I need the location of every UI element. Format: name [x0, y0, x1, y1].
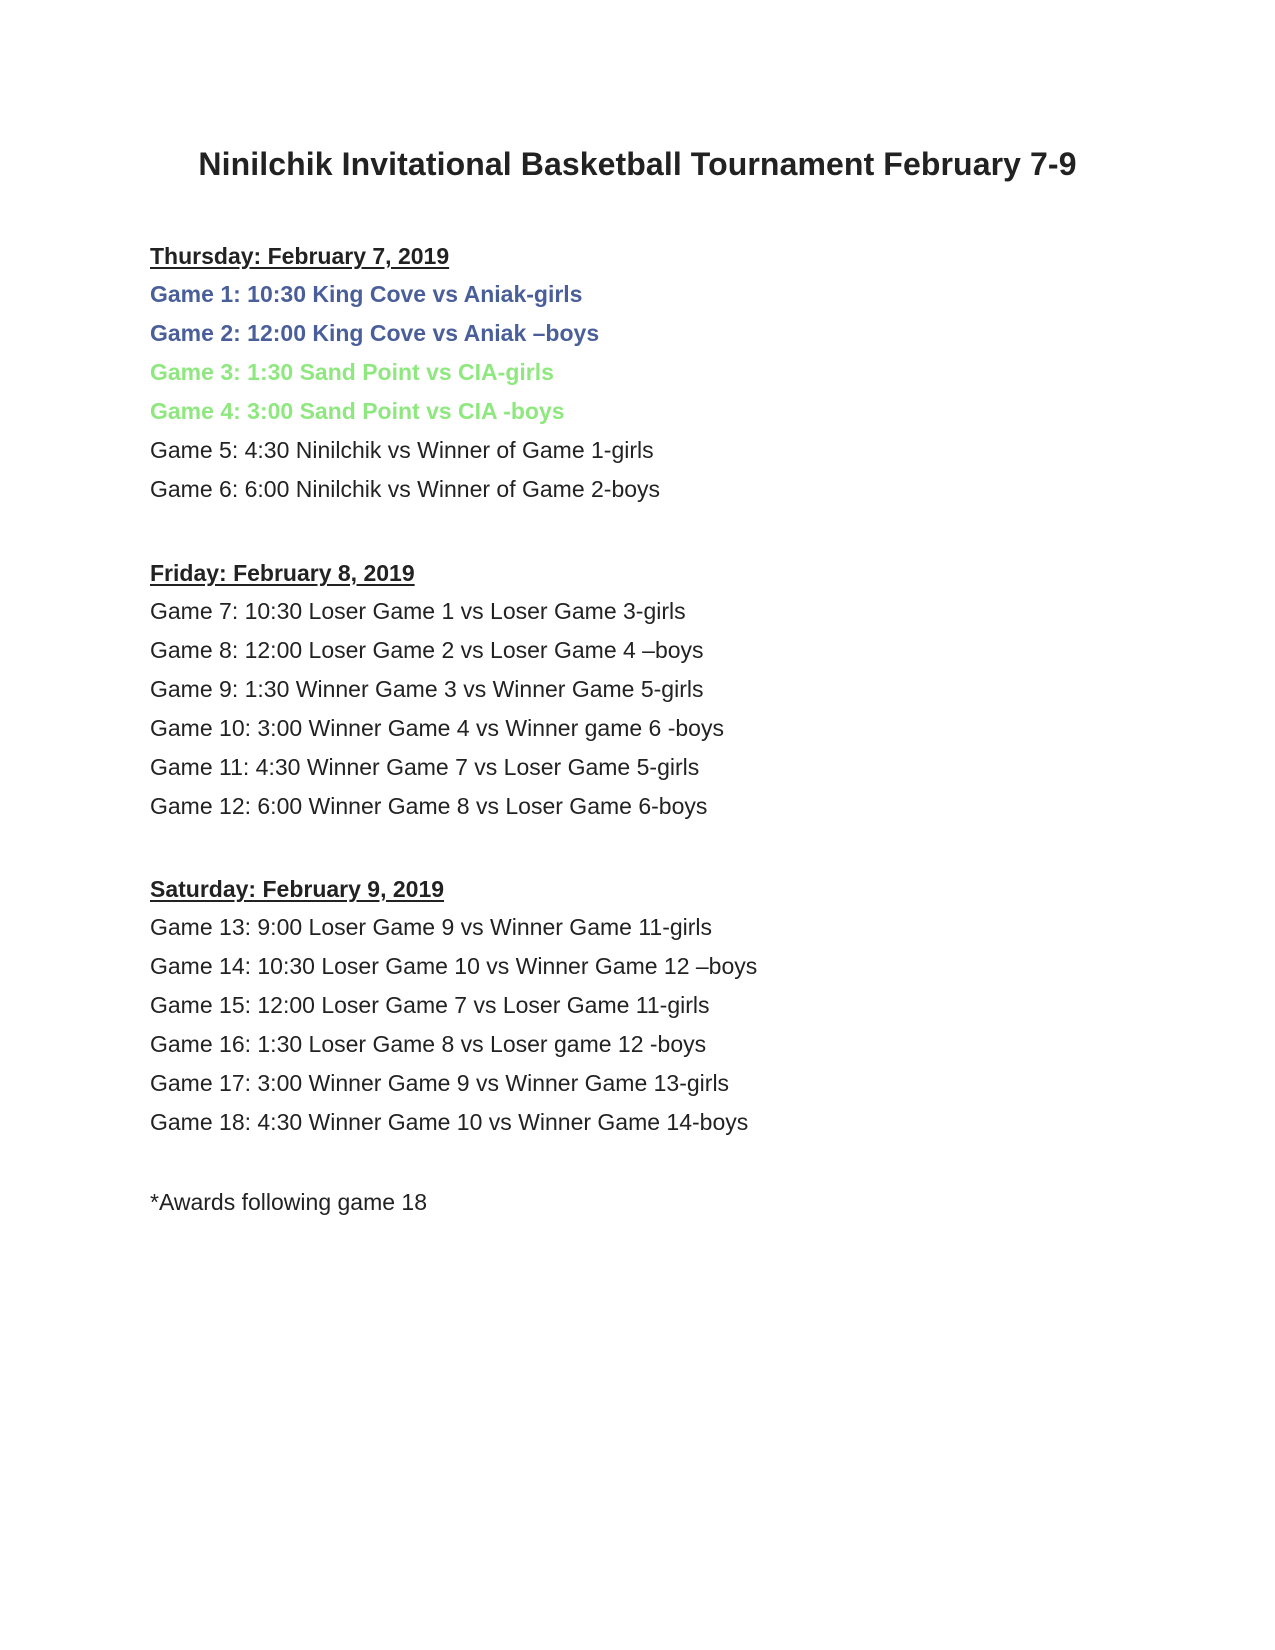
game-line: Game 14: 10:30 Loser Game 10 vs Winner Game 12 –boys [150, 953, 758, 979]
day-heading: Thursday: February 7, 2019 [150, 243, 450, 269]
day-section-saturday [150, 870, 1150, 1142]
game-line: Game 15: 12:00 Loser Game 7 vs Loser Game 11-girls [150, 992, 710, 1018]
game-line: Game 2: 12:00 King Cove vs Aniak –boys [150, 320, 600, 346]
game-line: Game 4: 3:00 Sand Point vs CIA -boys [150, 398, 565, 424]
game-line: Game 13: 9:00 Loser Game 9 vs Winner Game 11-girls [150, 914, 713, 940]
day-section-friday [150, 554, 1150, 826]
game-line: Game 1: 10:30 King Cove vs Aniak-girls [150, 281, 583, 307]
game-line: Game 6: 6:00 Ninilchik vs Winner of Game 2-boys [150, 476, 661, 502]
game-line: Game 5: 4:30 Ninilchik vs Winner of Game 1-girls [150, 437, 654, 463]
game-line: Game 18: 4:30 Winner Game 10 vs Winner Game 14-boys [150, 1109, 749, 1135]
game-line: Game 11: 4:30 Winner Game 7 vs Loser Game 5-girls [150, 754, 700, 780]
game-line: Game 16: 1:30 Loser Game 8 vs Loser game 12 -boys [150, 1031, 707, 1057]
day-section-thursday [150, 237, 1150, 509]
day-heading: Friday: February 8, 2019 [150, 560, 415, 586]
game-line: Game 7: 10:30 Loser Game 1 vs Loser Game 3-girls [150, 598, 686, 624]
game-line: Game 10: 3:00 Winner Game 4 vs Winner game 6 -boys [150, 715, 724, 741]
awards-note: *Awards following game 18 [150, 1189, 428, 1215]
game-line: Game 12: 6:00 Winner Game 8 vs Loser Game 6-boys [150, 793, 708, 819]
game-line: Game 17: 3:00 Winner Game 9 vs Winner Game 13-girls [150, 1070, 730, 1096]
day-heading: Saturday: February 9, 2019 [150, 876, 445, 902]
page-title: Ninilchik Invitational Basketball Tournament February 7-9 [198, 146, 1077, 182]
game-line: Game 9: 1:30 Winner Game 3 vs Winner Game 5-girls [150, 676, 704, 702]
game-line: Game 8: 12:00 Loser Game 2 vs Loser Game 4 –boys [150, 637, 704, 663]
game-line: Game 3: 1:30 Sand Point vs CIA-girls [150, 359, 554, 385]
